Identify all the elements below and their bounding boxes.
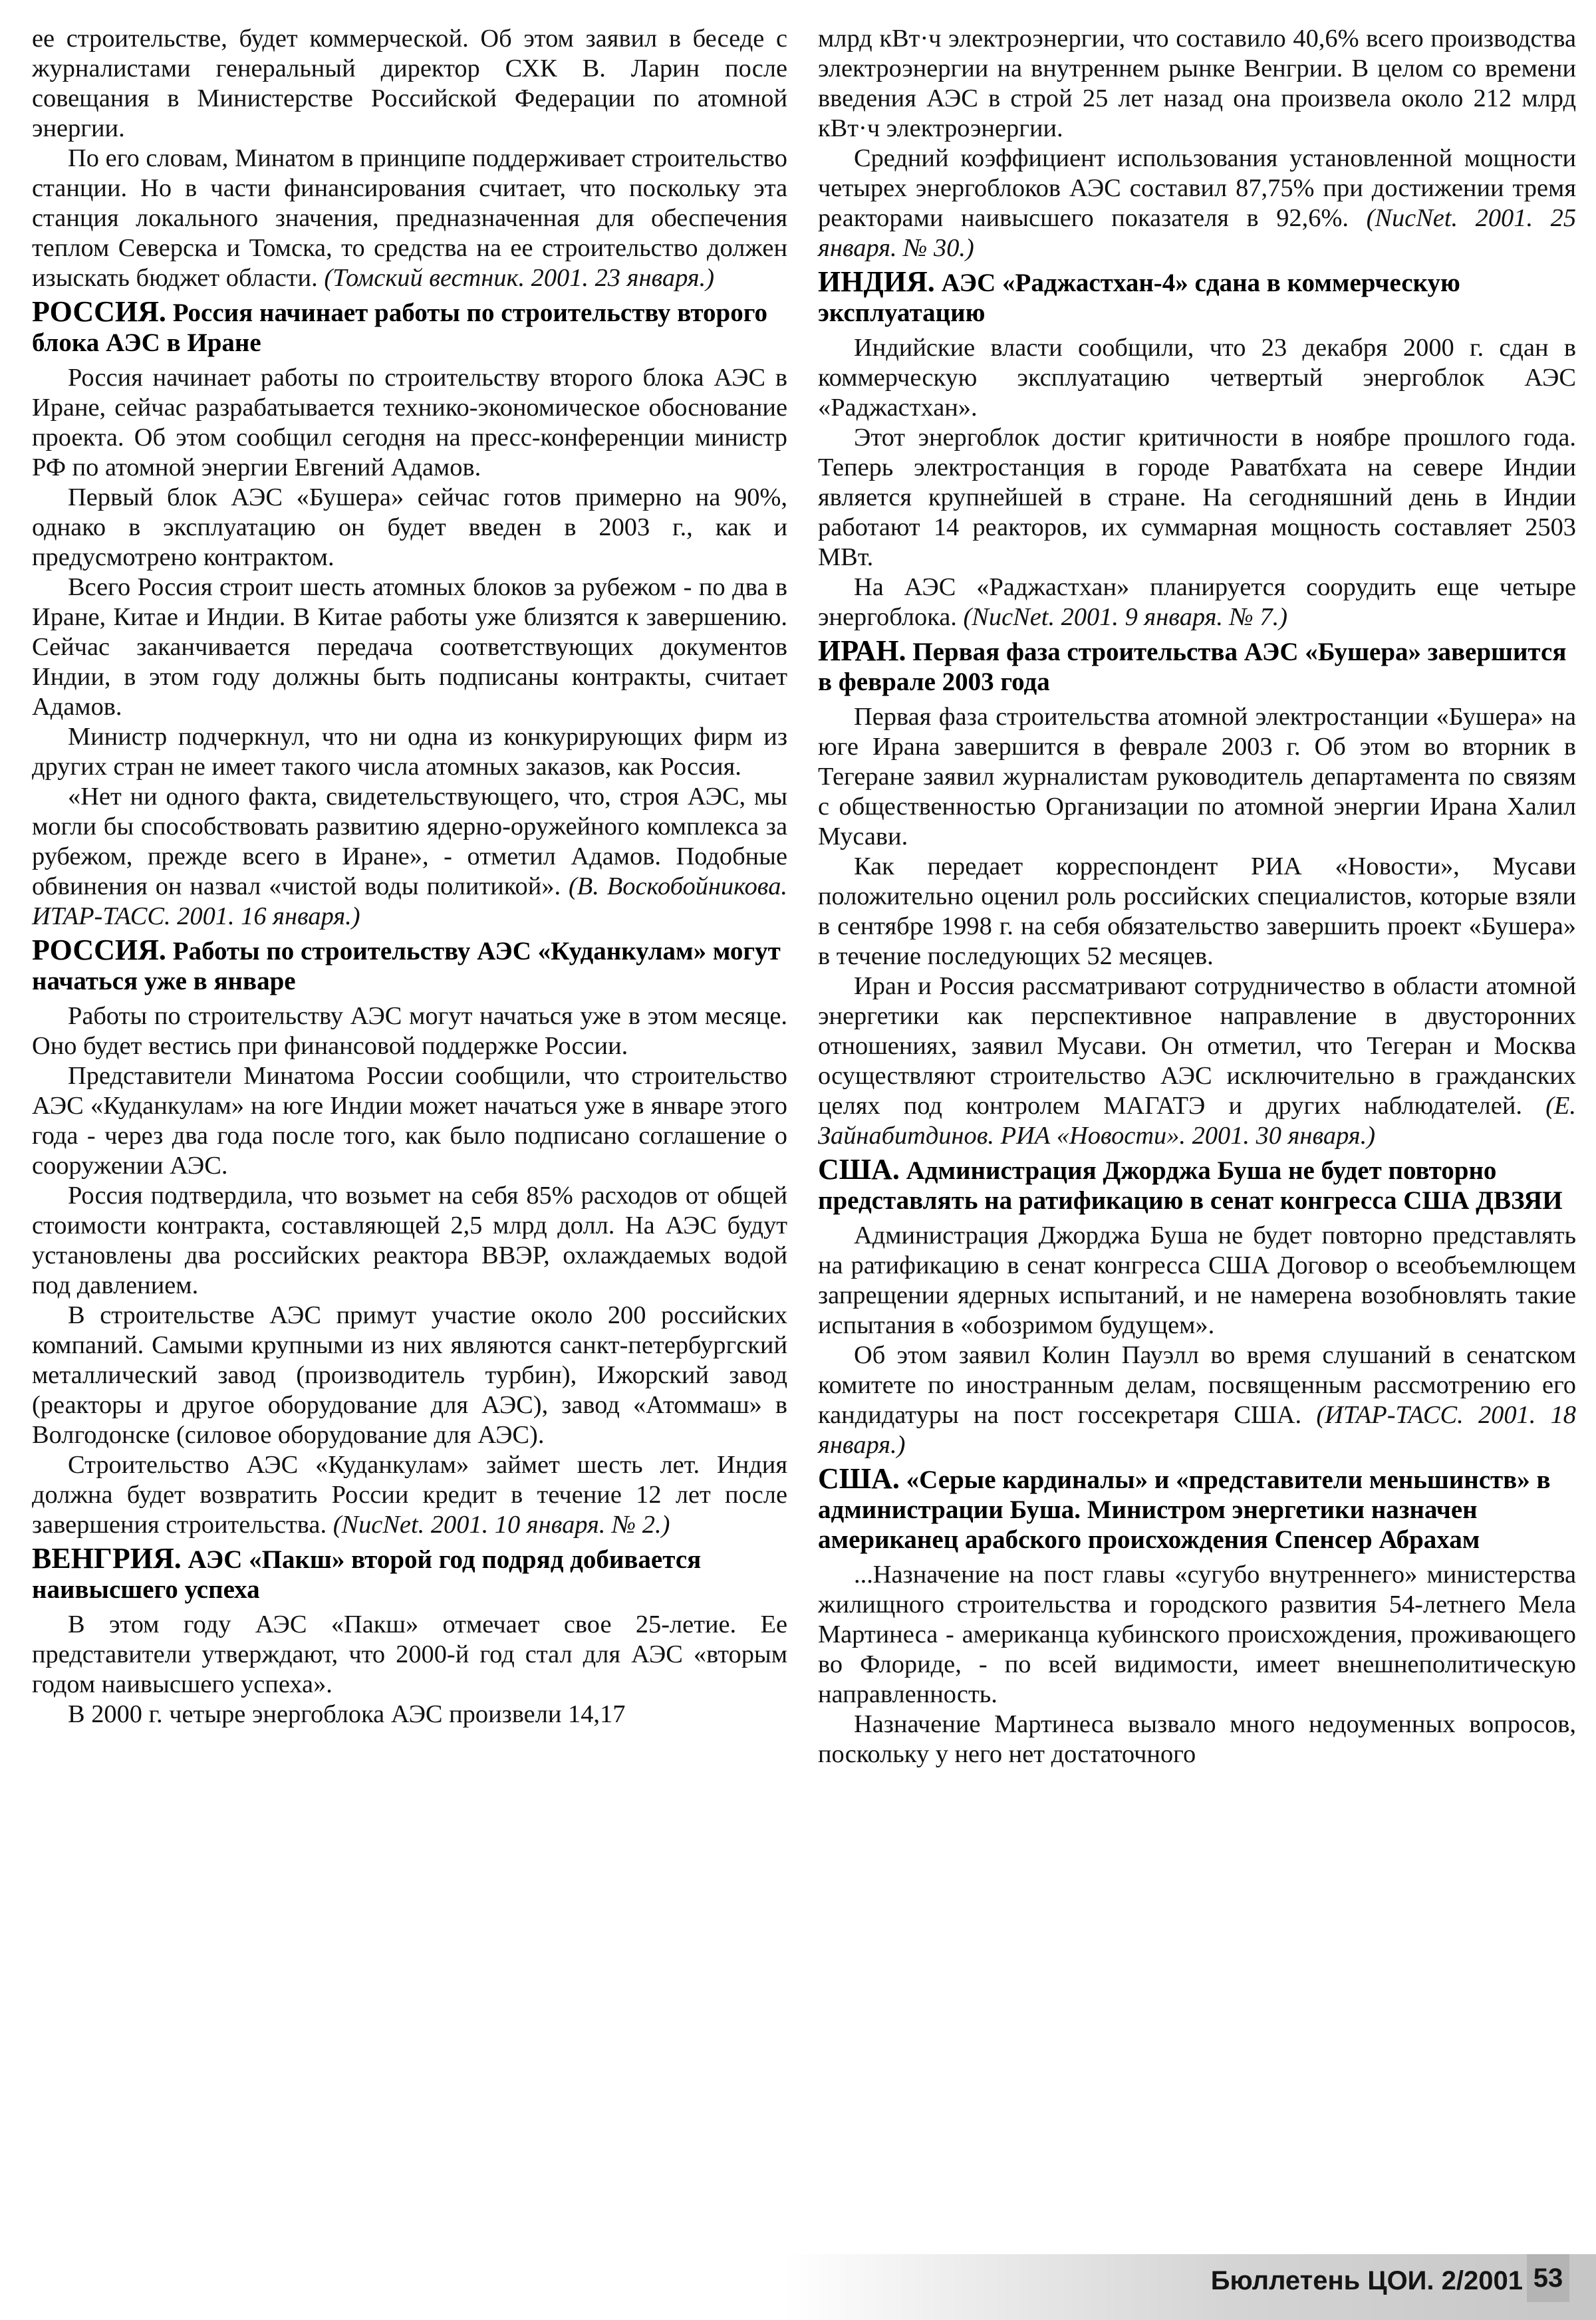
right-column bbox=[818, 24, 1576, 2252]
article-paragraph bbox=[818, 702, 1576, 852]
paragraph-text: В 2000 г. четыре энергоблока АЭС произвели 14,17 bbox=[68, 1700, 626, 1728]
article-headline bbox=[818, 636, 1576, 697]
headline-text: АЭС «Раджастхан-4» сдана в коммерческую эксплуатацию bbox=[818, 269, 1460, 327]
paragraph-text: Иран и Россия рассматривают сотрудничество в области атомной энергетики как перспективное направление в двусторонних отношениях, заявил Мусави. Он отметил, что Тегеран и Москва осуществляют строительство АЭС исключительно в гражданских целях под контролем МАГАТЭ и других наблюдателей. bbox=[818, 972, 1576, 1120]
article-paragraph bbox=[818, 573, 1576, 632]
headline-text: АЭС «Пакш» второй год подряд добивается наивысшего успеха bbox=[32, 1545, 702, 1604]
headline-country: США. bbox=[818, 1153, 900, 1186]
headline-text: Работы по строительству АЭС «Куданкулам» могут начаться уже в январе bbox=[32, 937, 781, 995]
paragraph-text: Строительство АЭС «Куданкулам» займет шесть лет. Индия должна будет возвратить России кредит в течение 12 лет после завершения строительства. bbox=[32, 1451, 787, 1539]
article-paragraph bbox=[818, 852, 1576, 971]
paragraph-text: млрд кВт·ч электроэнергии, что составило 40,6% всего производства электроэнергии на внутреннем рынке Венгрии. В целом со времени введения АЭС в строй 25 лет назад она произвела около 212 млрд кВт·ч электроэнергии. bbox=[818, 25, 1576, 142]
headline-text: Россия начинает работы по строительству второго блока АЭС в Иране bbox=[32, 299, 767, 357]
article-paragraph bbox=[818, 144, 1576, 263]
article-headline bbox=[32, 935, 787, 996]
paragraph-text: Всего Россия строит шесть атомных блоков за рубежом - по два в Иране, Китае и Индии. В Китае работы уже близятся к завершению. Сейчас заканчивается передача соответствующих документов Индии, в этом году должны быть подписаны контракты, считает Адамов. bbox=[32, 573, 787, 721]
article-paragraph bbox=[32, 1450, 787, 1540]
paragraph-text: В этом году АЭС «Пакш» отмечает свое 25-летие. Ее представители утверждают, что 2000-й год стал для АЭС «вторым годом наивысшего успеха». bbox=[32, 1611, 787, 1698]
paragraph-text: ее строительстве, будет коммерческой. Об этом заявил в беседе с журналистами генеральный директор СХК В. Ларин после совещания в Министерстве Российской Федерации по атомной энергии. bbox=[32, 25, 787, 142]
paragraph-text: ...Назначение на пост главы «сугубо внутреннего» министерства жилищного строительства и городского развития 54-летнего Мела Мартинеса - американца кубинского происхождения, проживающего во Флориде, - по всей видимости, имеет внешнеполитическую направленность. bbox=[818, 1561, 1576, 1708]
article-paragraph bbox=[818, 1221, 1576, 1341]
paragraph-text: Как передает корреспондент РИА «Новости», Мусави положительно оценил роль российских специалистов, которые взяли в сентябре 1998 г. на себя обязательство завершить проект «Бушера» в течение последующих 52 месяцев. bbox=[818, 852, 1576, 970]
publication-title: Бюллетень ЦОИ. 2/2001 bbox=[1210, 2266, 1523, 2295]
paragraph-text: На АЭС «Раджастхан» планируется соорудить еще четыре энергоблока. bbox=[818, 573, 1576, 631]
left-column bbox=[32, 24, 787, 2252]
paragraph-text: Министр подчеркнул, что ни одна из конкурирующих фирм из других стран не имеет такого числа атомных заказов, как Россия. bbox=[32, 723, 787, 781]
paragraph-text: Первая фаза строительства атомной электростанции «Бушера» на юге Ирана завершится в феврале 2003 г. Об этом во вторник в Тегеране заявил журналистам руководитель департамента по связям с общественностью Организации по атомной энергии Ирана Халил Мусави. bbox=[818, 703, 1576, 850]
headline-country: РОССИЯ. bbox=[32, 934, 166, 966]
article-paragraph bbox=[32, 1610, 787, 1700]
headline-text: Первая фаза строительства АЭС «Бушера» завершится в феврале 2003 года bbox=[818, 638, 1567, 696]
article-paragraph bbox=[32, 1001, 787, 1061]
source-citation: (NucNet. 2001. 25 января. № 30.) bbox=[818, 204, 1577, 262]
article-paragraph bbox=[818, 1341, 1576, 1460]
source-citation: (Е. Зайнабитдинов. РИА «Новости». 2001. 30 января.) bbox=[818, 1092, 1576, 1150]
headline-text: Администрация Джорджа Буша не будет повторно представлять на ратификацию в сенат конгресса США ДВЗЯИ bbox=[818, 1156, 1563, 1215]
article-paragraph bbox=[32, 1301, 787, 1450]
article-headline bbox=[32, 297, 787, 358]
paragraph-text: «Нет ни одного факта, свидетельствующего, что, строя АЭС, мы могли бы способствовать развитию ядерно-оружейного комплекса за рубежом, прежде всего в Иране», - отметил Адамов. Подобные обвинения он назвал «чистой воды политикой». bbox=[32, 783, 787, 900]
page-footer bbox=[785, 2254, 1596, 2320]
article-paragraph bbox=[32, 722, 787, 782]
paragraph-text: Россия подтвердила, что возьмет на себя 85% расходов от общей стоимости контракта, составляющей 2,5 млрд долл. На АЭС будут установлены два российских реактора ВВЭР, охлаждаемых водой под давлением. bbox=[32, 1182, 787, 1299]
article-paragraph bbox=[32, 1181, 787, 1301]
article-headline bbox=[32, 1543, 787, 1605]
article-paragraph bbox=[32, 144, 787, 293]
article-paragraph bbox=[32, 782, 787, 932]
article-headline bbox=[818, 267, 1576, 328]
headline-country: ВЕНГРИЯ. bbox=[32, 1542, 182, 1575]
headline-text: «Серые кардиналы» и «представители меньшинств» в администрации Буша. Министром энергетики назначен американец арабского происхождения Спенсер Абрахам bbox=[818, 1466, 1551, 1554]
source-citation: (ИТАР-ТАСС. 2001. 18 января.) bbox=[818, 1401, 1576, 1459]
paragraph-text: По его словам, Минатом в принципе поддерживает строительство станции. Но в части финансирования считает, что поскольку эта станция локального значения, предназначенная для обеспечения теплом Северска и Томска, то средства на ее строительство должен изыскать бюджет области. bbox=[32, 144, 787, 292]
article-paragraph bbox=[818, 24, 1576, 144]
article-paragraph bbox=[818, 333, 1576, 423]
article-paragraph bbox=[32, 24, 787, 144]
paragraph-text: Первый блок АЭС «Бушера» сейчас готов примерно на 90%, однако в эксплуатацию он будет введен в 2003 г., как и предусмотрено контрактом. bbox=[32, 483, 787, 571]
paragraph-text: Этот энергоблок достиг критичности в ноябре прошлого года. Теперь электростанция в городе Раватбхата на севере Индии является крупнейшей в стране. На сегодняшний день в Индии работают 14 реакторов, их суммарная мощность составляет 2503 МВт. bbox=[818, 424, 1576, 571]
paragraph-text: Россия начинает работы по строительству второго блока АЭС в Иране, сейчас разрабатывается технико-экономическое обоснование проекта. Об этом сообщил сегодня на пресс-конференции министр РФ по атомной энергии Евгений Адамов. bbox=[32, 364, 787, 481]
article-paragraph bbox=[818, 423, 1576, 573]
paragraph-text: Средний коэффициент использования установленной мощности четырех энергоблоков АЭС составил 87,75% при достижении тремя реакторами наивысшего показателя в 92,6%. bbox=[818, 144, 1576, 232]
paragraph-text: Назначение Мартинеса вызвало много недоуменных вопросов, поскольку у него нет достаточного bbox=[818, 1710, 1576, 1768]
article-paragraph bbox=[32, 1700, 787, 1730]
source-citation: (В. Воскобойникова. ИТАР-ТАСС. 2001. 16 января.) bbox=[32, 872, 787, 930]
paragraph-text: В строительстве АЭС примут участие около 200 российских компаний. Самыми крупными из них являются санкт-петербургский металлический завод (производитель турбин), Ижорский завод (реакторы и другое оборудование для АЭС), завод «Атоммаш» в Волгодонске (силовое оборудование для АЭС). bbox=[32, 1301, 787, 1449]
page-number: 53 bbox=[1527, 2254, 1569, 2302]
source-citation: (Томский вестник. 2001. 23 января.) bbox=[324, 264, 715, 292]
source-citation: (NucNet. 2001. 10 января. № 2.) bbox=[332, 1511, 670, 1539]
article-paragraph bbox=[818, 971, 1576, 1151]
paragraph-text: Представители Минатома России сообщили, что строительство АЭС «Куданкулам» на юге Индии может начаться уже в январе этого года - через два года после того, как было подписано соглашение о сооружении АЭС. bbox=[32, 1062, 787, 1180]
article-paragraph bbox=[32, 483, 787, 573]
paragraph-text: Администрация Джорджа Буша не будет повторно представлять на ратификацию в сенат конгресса США Договор о всеобъемлющем запрещении ядерных испытаний, и не намерена возобновлять такие испытания в «обозримом будущем». bbox=[818, 1222, 1576, 1339]
article-paragraph bbox=[32, 573, 787, 722]
headline-country: РОССИЯ. bbox=[32, 295, 166, 328]
article-paragraph bbox=[32, 1061, 787, 1181]
headline-country: ИНДИЯ. bbox=[818, 265, 935, 298]
article-headline bbox=[818, 1464, 1576, 1555]
paragraph-text: Об этом заявил Колин Пауэлл во время слушаний в сенатском комитете по иностранным делам, посвященным рассмотрению его кандидатуры на пост госсекретаря США. bbox=[818, 1341, 1576, 1429]
headline-country: США. bbox=[818, 1462, 900, 1495]
paragraph-text: Индийские власти сообщили, что 23 декабря 2000 г. сдан в коммерческую эксплуатацию четвертый энергоблок АЭС «Раджастхан». bbox=[818, 334, 1576, 422]
article-paragraph bbox=[32, 363, 787, 483]
paragraph-text: Работы по строительству АЭС могут начаться уже в этом месяце. Оно будет вестись при финансовой поддержке России. bbox=[32, 1002, 787, 1060]
source-citation: (NucNet. 2001. 9 января. № 7.) bbox=[963, 603, 1287, 631]
article-paragraph bbox=[818, 1710, 1576, 1769]
article-paragraph bbox=[818, 1560, 1576, 1710]
article-headline bbox=[818, 1154, 1576, 1216]
headline-country: ИРАН. bbox=[818, 634, 906, 667]
